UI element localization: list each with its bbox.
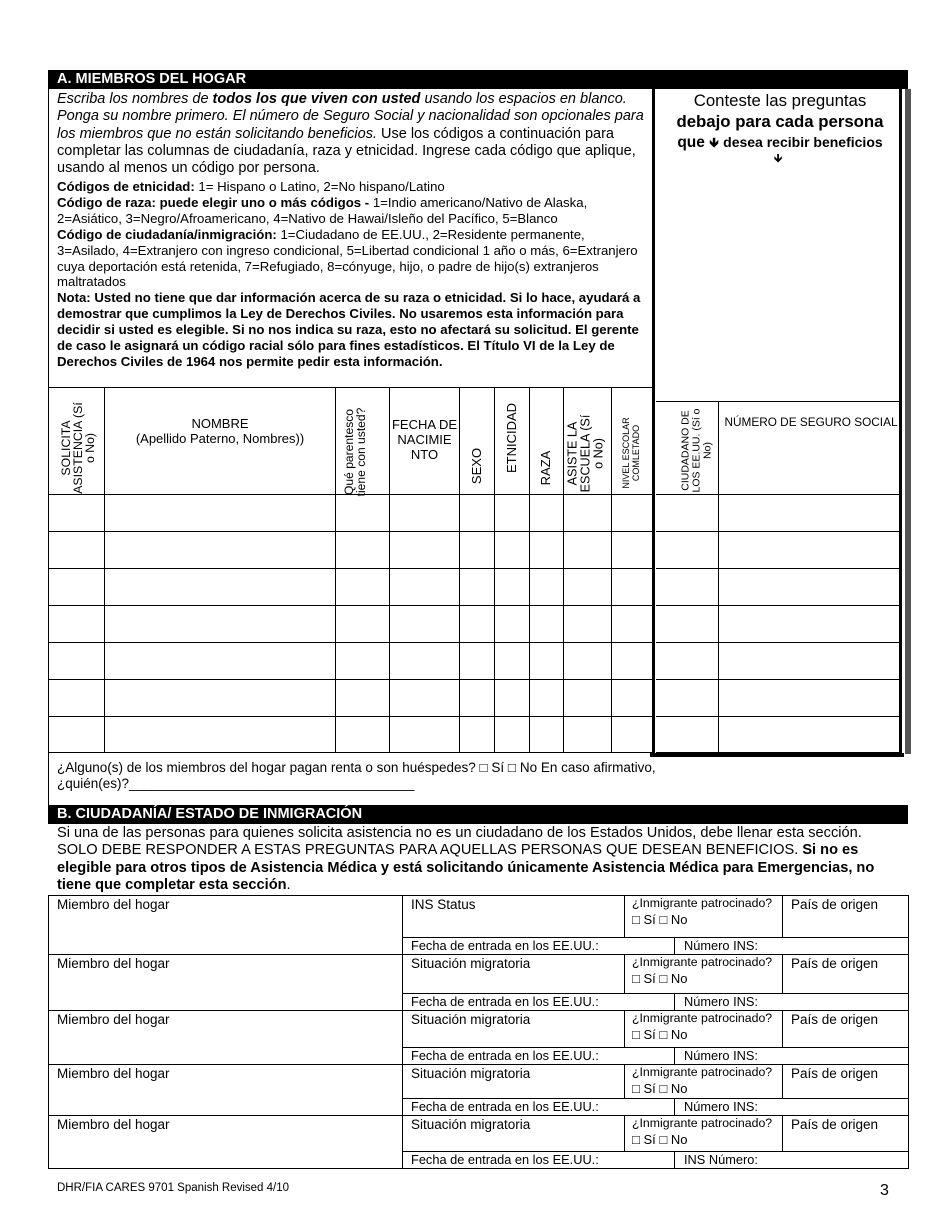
member-cell-right[interactable] [656,531,718,568]
member-cell[interactable] [611,494,652,531]
member-cell[interactable] [389,531,459,568]
column-line [624,895,625,937]
column-line [782,954,783,993]
col-solicita-header: SOLICITA ASISTENCIA (Sí o No) [59,402,97,494]
immigration-status-label: Situación migratoria [411,1117,531,1132]
col-raza-header: RAZA [538,450,553,486]
table-border [48,895,49,1168]
col-nombre-title: NOMBRE [191,416,249,431]
column-line [402,895,403,954]
member-cell[interactable] [563,642,611,679]
member-cell[interactable] [48,605,104,642]
col-nivel-header: NIVEL ESCOLAR COMLETADO [621,417,641,489]
immigration-status-label: Situación migratoria [411,1066,531,1081]
race-codes: Código de raza: puede elegir uno o más códigos - 1=Indio americano/Nativo de Alaska, 2=Asiático, 3=Negro/Afroamericano, 4=Nativo de Hawai/Isleño del Pacífico, 5=Blanco [57,194,588,226]
row-line [48,752,652,753]
country-of-origin-label: País de origen [791,1012,879,1027]
sponsored-yes-no-checkbox[interactable]: □ Sí □ No [632,1081,688,1096]
member-cell[interactable] [611,642,652,679]
col-nombre-subtitle: (Apellido Paterno, Nombres)) [135,431,305,446]
table-border [48,895,908,896]
member-cell-right[interactable] [718,494,902,531]
member-cell[interactable] [48,568,104,605]
right-panel-bottom [650,753,904,757]
member-cell[interactable] [48,494,104,531]
member-cell[interactable] [529,605,563,642]
household-member-label: Miembro del hogar [57,897,170,912]
immigration-status-label: INS Status [411,897,476,912]
race-note: Nota: Usted no tiene que dar información acerca de su raza o etnicidad. Si lo hace, ayudará a demostrar que cumplimos la Ley de Derechos Civiles. No usaremos esta información para decidir si usted es elegible. Si no nos indica su raza, esto no afectará su solicitud. El gerente de caso le asignará un código racial sólo para fines estadísticos. El Título VI de la Ley de Derechos Civiles de 1964 nos permite pedir esta información. [57,290,641,369]
col-ciudadano-header: CIUDADANO DE LOS EE.UU. (Sí o No) [679,408,714,493]
member-cell[interactable] [48,716,104,752]
member-cell-right[interactable] [656,716,718,752]
form-id: DHR/FIA CARES 9701 Spanish Revised 4/10 [57,1182,290,1194]
column-line [624,954,625,993]
ethnicity-codes: Códigos de etnicidad: 1= Hispano o Latino, 2=No hispano/Latino [57,179,445,194]
column-line [782,895,783,937]
member-cell[interactable] [389,716,459,752]
row-line [48,1115,908,1116]
member-cell[interactable] [335,605,389,642]
member-cell[interactable] [563,716,611,752]
member-cell[interactable] [104,568,335,605]
col-etnicidad-header: ETNICIDAD [504,402,519,474]
grid-line [48,765,49,766]
right-panel-heading [656,91,904,163]
member-cell[interactable] [459,679,494,716]
member-cell[interactable] [494,642,529,679]
member-cell[interactable] [611,605,652,642]
member-cell[interactable] [563,494,611,531]
col-ssn-header: NÚMERO DE SEGURO SOCIAL [724,415,898,429]
section-a-codes [57,179,649,370]
col-parentesco-header: Qué parentesco tiene con usted? [342,407,368,497]
member-cell[interactable] [389,679,459,716]
member-cell[interactable] [459,605,494,642]
member-cell[interactable] [494,605,529,642]
member-cell[interactable] [563,531,611,568]
household-member-label: Miembro del hogar [57,956,170,971]
column-line [402,1010,403,1064]
member-cell[interactable] [529,531,563,568]
member-cell[interactable] [389,568,459,605]
member-cell[interactable] [494,494,529,531]
rent-who-line[interactable]: ¿quién(es)?______________________________________ [57,776,415,791]
member-cell-right[interactable] [656,494,718,531]
column-line [402,1064,403,1115]
ins-number-label: Número INS: [684,938,758,953]
table-border [908,895,909,1168]
member-cell[interactable] [529,679,563,716]
member-cell[interactable] [389,494,459,531]
sponsored-yes-no-checkbox[interactable]: □ Sí □ No [632,1132,688,1147]
member-cell[interactable] [494,716,529,752]
member-cell-right[interactable] [656,679,718,716]
right-panel-line1: Conteste las preguntas [693,91,867,110]
column-line [624,1010,625,1047]
member-cell[interactable] [48,679,104,716]
member-cell[interactable] [335,642,389,679]
member-cell[interactable] [563,679,611,716]
ins-number-label: Número INS: [684,1099,758,1114]
member-cell-right[interactable] [656,642,718,679]
country-of-origin-label: País de origen [791,956,879,971]
member-cell[interactable] [104,494,335,531]
member-cell-right[interactable] [718,642,902,679]
column-line [402,954,403,1010]
member-cell-right[interactable] [718,605,902,642]
member-cell[interactable] [335,716,389,752]
entry-date-label: Fecha de entrada en los EE.UU.: [411,1099,599,1114]
member-cell[interactable] [104,679,335,716]
column-line [782,1115,783,1151]
arrow-down-icon: 🡻 [773,151,783,165]
country-of-origin-label: País de origen [791,1066,879,1081]
member-cell[interactable] [494,531,529,568]
right-panel-line3: que 🡻 desea recibir beneficios [677,134,883,151]
column-line [782,1010,783,1047]
member-cell[interactable] [335,531,389,568]
row-line-right [656,752,902,753]
ins-number-label: Número INS: [684,994,758,1009]
column-line [674,1098,675,1115]
row-line [48,954,908,955]
member-cell-right[interactable] [718,568,902,605]
member-cell-right[interactable] [656,568,718,605]
member-cell[interactable] [529,716,563,752]
header-top-line-right [656,401,902,402]
member-cell[interactable] [459,531,494,568]
sponsored-immigrant-label: ¿Inmigrante patrocinado? [632,896,773,910]
member-cell[interactable] [611,531,652,568]
member-cell[interactable] [104,642,335,679]
column-line [402,1115,403,1168]
household-member-label: Miembro del hogar [57,1117,170,1132]
household-member-label: Miembro del hogar [57,1012,170,1027]
member-cell[interactable] [611,716,652,752]
header-top-line [48,387,652,388]
ins-number-label: Número INS: [684,1048,758,1063]
citizenship-codes: Código de ciudadanía/inmigración: 1=Ciudadano de EE.UU., 2=Residente permanente, 3=Asilado, 4=Extranjero con ingreso condicional, 5=Libertad condicional 1 año o más, 6=Extranjero cuya deportación está retenida, 7=Refugiado, 8=cónyuge, hijo, o padre de hijo(s) extranjeros maltratados [57,226,638,290]
sponsored-yes-no-checkbox[interactable]: □ Sí □ No [632,912,688,927]
member-cell[interactable] [104,716,335,752]
column-line [782,1064,783,1098]
row-line [48,1168,908,1169]
member-cell[interactable] [459,716,494,752]
arrow-down-icon: 🡻 [709,135,719,150]
col-nombre-header [105,416,335,446]
rent-question-text: ¿Alguno(s) de los miembros del hogar pagan renta o son huéspedes? □ Sí □ No En caso afirmativo, [57,760,656,775]
page-number: 3 [880,1182,889,1199]
member-cell[interactable] [104,605,335,642]
section-a-intro: Escriba los nombres de todos los que viven con usted usando los espacios en blanco. Ponga su nombre primero. El número de Seguro Social y nacionalidad son opcionales para los miembros que no están solicitando beneficios. Use los códigos a continuación para completar las columnas de ciudadanía, raza y etnicidad. Ingrese cada código que aplique, usando al menos un código por persona. [57,91,644,177]
member-cell-right[interactable] [718,679,902,716]
member-cell[interactable] [335,679,389,716]
entry-date-label: Fecha de entrada en los EE.UU.: [411,1152,599,1167]
row-line [48,1010,908,1011]
sponsored-immigrant-label: ¿Inmigrante patrocinado? [632,955,773,969]
right-panel-shadow [905,89,911,754]
row-line [48,1064,908,1065]
member-cell[interactable] [48,642,104,679]
country-of-origin-label: País de origen [791,1117,879,1132]
sponsored-yes-no-checkbox[interactable]: □ Sí □ No [632,1027,688,1042]
member-cell-right[interactable] [718,716,902,752]
col-escuela-header: ASISTE LA ESCUELA (Sí o No) [565,414,606,493]
column-line [624,1115,625,1151]
section-a-title: A. MIEMBROS DEL HOGAR [48,70,908,89]
entry-date-label: Fecha de entrada en los EE.UU.: [411,1048,599,1063]
member-cell[interactable] [459,642,494,679]
member-cell[interactable] [459,568,494,605]
member-cell[interactable] [389,605,459,642]
column-line [624,1064,625,1098]
immigration-status-label: Situación migratoria [411,1012,531,1027]
sponsored-yes-no-checkbox[interactable]: □ Sí □ No [632,971,688,986]
col-fecha-header: FECHA DE NACIMIE NTO [391,417,457,462]
member-cell[interactable] [389,642,459,679]
right-panel-line2: debajo para cada persona [676,112,884,131]
member-cell-right[interactable] [656,605,718,642]
member-cell[interactable] [494,568,529,605]
member-cell[interactable] [335,568,389,605]
sponsored-immigrant-label: ¿Inmigrante patrocinado? [632,1116,773,1130]
sponsored-immigrant-label: ¿Inmigrante patrocinado? [632,1011,773,1025]
ins-number-label: INS Número: [684,1152,758,1167]
entry-date-label: Fecha de entrada en los EE.UU.: [411,994,599,1009]
column-line [674,1151,675,1168]
section-b-title: B. CIUDADANÍA/ ESTADO DE INMIGRACIÓN [48,805,908,824]
household-member-label: Miembro del hogar [57,1066,170,1081]
member-cell[interactable] [48,531,104,568]
member-cell[interactable] [563,568,611,605]
country-of-origin-label: País de origen [791,897,879,912]
section-b-intro: Si una de las personas para quienes solicita asistencia no es un ciudadano de los Estados Unidos, debe llenar esta sección. SOLO DEBE RESPONDER A ESTAS PREGUNTAS PARA AQUELLAS PERSONAS QUE DESEAN BENEFICIOS. Si no es elegible para otros tipos de Asistencia Médica y está solicitando únicamente Asistencia Médica para Emergencias, no tiene que completar esta sección. [57,825,875,894]
member-cell[interactable] [494,679,529,716]
column-line [674,993,675,1010]
member-cell[interactable] [104,531,335,568]
member-cell[interactable] [611,568,652,605]
entry-date-label: Fecha de entrada en los EE.UU.: [411,938,599,953]
immigration-status-label: Situación migratoria [411,956,531,971]
sponsored-immigrant-label: ¿Inmigrante patrocinado? [632,1065,773,1079]
member-cell[interactable] [611,679,652,716]
col-sexo-header: SEXO [469,447,484,485]
member-cell-right[interactable] [718,531,902,568]
member-cell[interactable] [529,642,563,679]
member-cell[interactable] [529,568,563,605]
member-cell[interactable] [529,494,563,531]
member-cell[interactable] [459,494,494,531]
member-cell[interactable] [563,605,611,642]
column-line [674,937,675,954]
rent-question [57,760,697,792]
column-line [674,1047,675,1064]
